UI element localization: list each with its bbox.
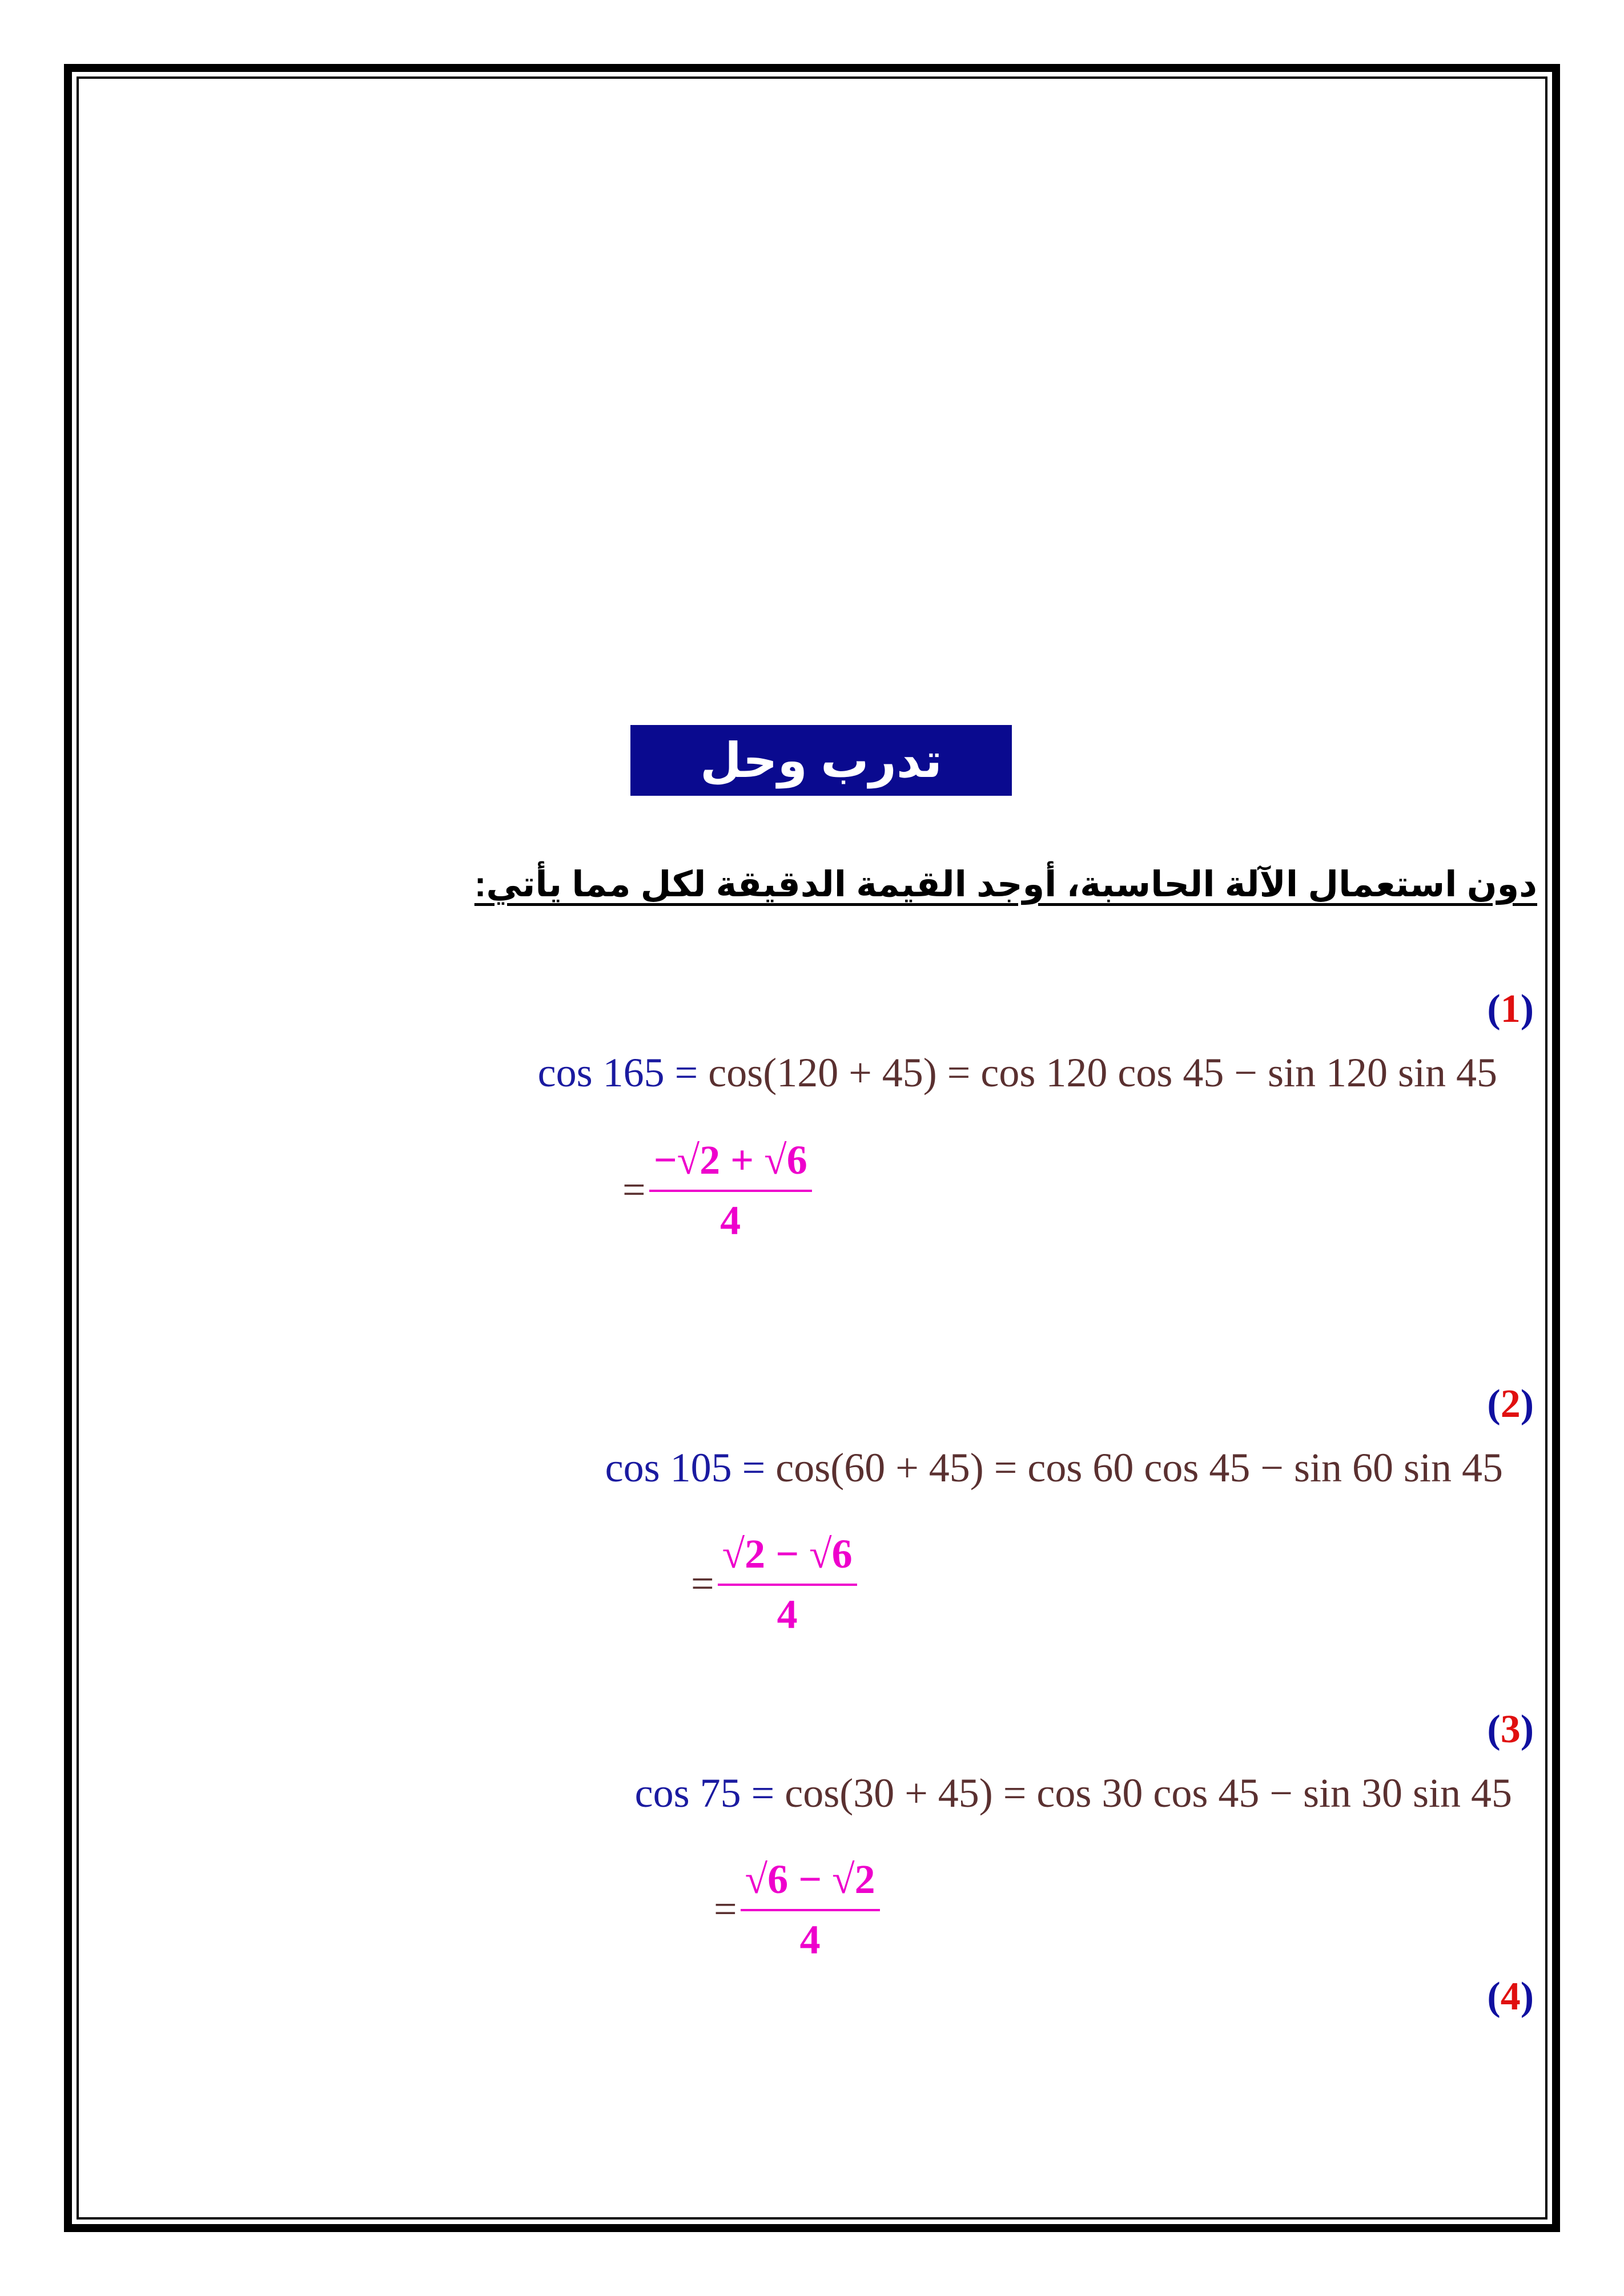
problem-number-4: (4) <box>1487 1975 1534 2019</box>
problem-2-equation <box>605 1444 1503 1492</box>
problem-1-lhs: cos 165 = <box>537 1050 698 1095</box>
section-title: تدرب وحل المسائل <box>630 725 1012 796</box>
problem-1-denominator: 4 <box>720 1198 741 1243</box>
problem-number-2: (2) <box>1487 1382 1534 1426</box>
problem-3-answer: = $\frac{√6 - √2}{4}$ <box>714 1850 880 1968</box>
problem-number-3: (3) <box>1487 1707 1534 1751</box>
problem-2-denominator: 4 <box>777 1592 798 1637</box>
problem-2-lhs: cos 105 = <box>605 1445 766 1491</box>
problem-3-numerator: √6 − √2 <box>741 1850 880 1911</box>
problem-2-rhs: cos(60 + 45) = cos 60 cos 45 − sin 60 sin 45 <box>775 1445 1503 1491</box>
instruction-text: دون استعمال الآلة الحاسبة، أوجد القيمة الدقيقة لكل مما يأتي: <box>474 865 1537 904</box>
problem-3-lhs: cos 75 = <box>634 1770 775 1816</box>
problem-2-answer: = $\frac{√2 - √6}{4}$ <box>691 1524 857 1643</box>
problem-number-1: (1) <box>1487 987 1534 1031</box>
problem-3-denominator: 4 <box>799 1917 821 1963</box>
problem-3-rhs: cos(30 + 45) = cos 30 cos 45 − sin 30 sin 45 <box>785 1770 1512 1816</box>
problem-2-numerator: √2 − √6 <box>718 1524 857 1586</box>
problem-1-equation <box>538 1049 1497 1097</box>
problem-1-answer: = $\frac{-√2 + √6}{4}$ <box>622 1130 812 1249</box>
problem-1-rhs: cos(120 + 45) = cos 120 cos 45 − sin 120 sin 45 <box>708 1050 1497 1095</box>
problem-3-equation <box>635 1770 1512 1817</box>
problem-1-numerator: −√2 + √6 <box>649 1130 812 1192</box>
